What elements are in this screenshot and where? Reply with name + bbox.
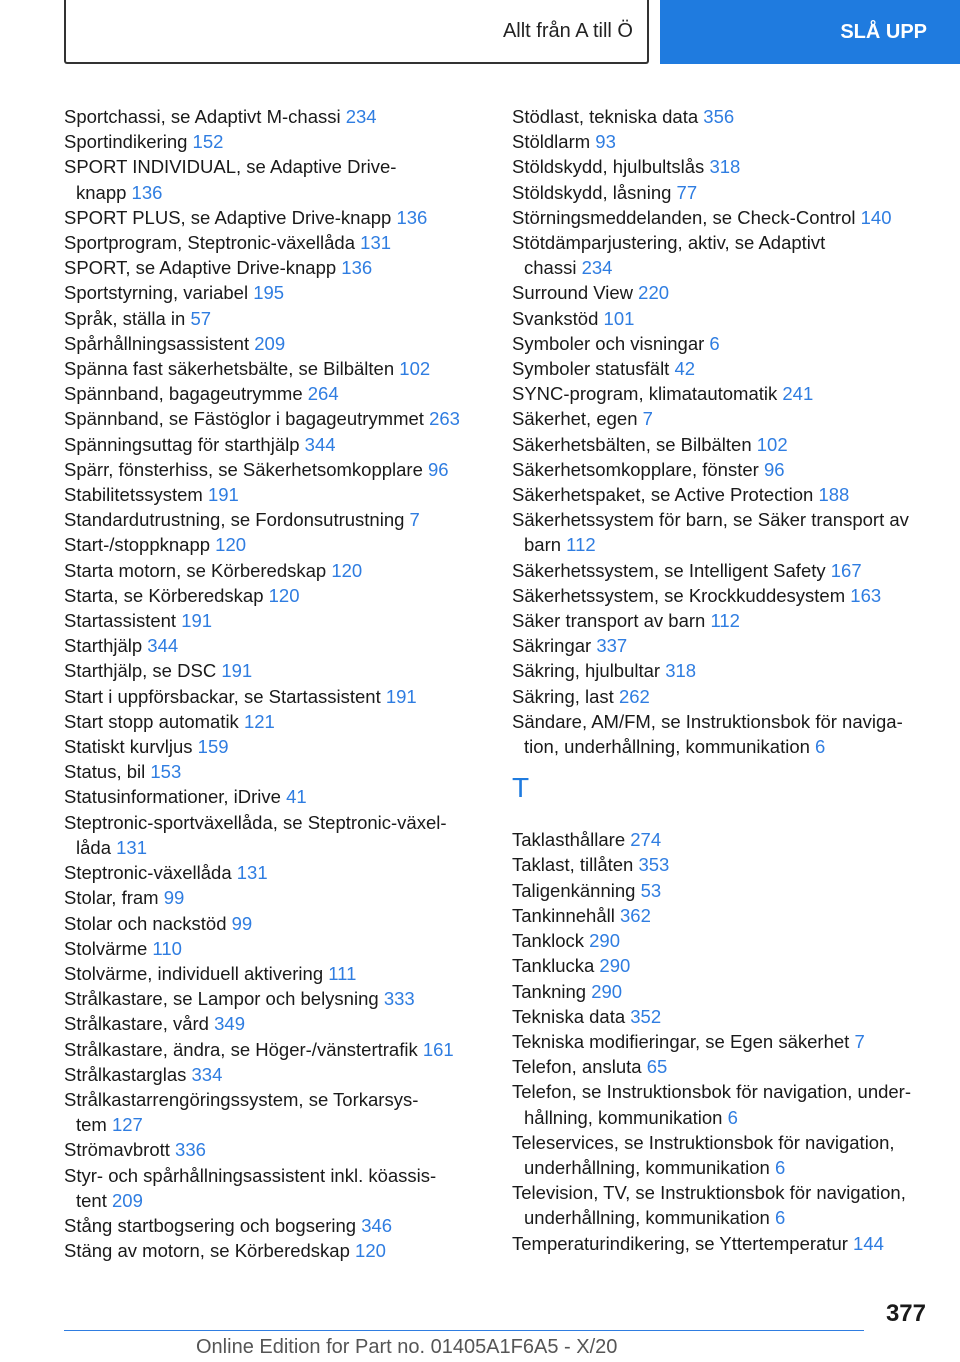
index-entry[interactable]: Strålkastare, vård 349 bbox=[64, 1013, 245, 1035]
index-entry[interactable]: Stödlast, tekniska data 356 bbox=[512, 106, 735, 127]
index-entry[interactable]: Stöldskydd, låsning 77 bbox=[512, 181, 698, 203]
index-entry[interactable]: Television, TV, se Instruktionsbok för navigation, underhållning, kommunikation 6 bbox=[512, 1182, 906, 1229]
index-entry[interactable]: Säkring, last 262 bbox=[512, 685, 650, 707]
index-entry[interactable]: Strålkastare, se Lampor och belysning 333 bbox=[64, 988, 415, 1010]
index-entry[interactable]: Tanklucka 290 bbox=[512, 955, 631, 977]
index-entry[interactable]: Starta motorn, se Körberedskap 120 bbox=[64, 559, 363, 581]
footer-divider bbox=[64, 1330, 864, 1331]
index-entry[interactable]: Symboler statusfält 42 bbox=[512, 358, 696, 380]
index-entry[interactable]: Start-/stoppknapp 120 bbox=[64, 534, 247, 556]
index-entry[interactable]: Svankstöd 101 bbox=[512, 307, 635, 329]
index-entry[interactable]: Styr- och spårhållningsassistent inkl. köassis- tent 209 bbox=[64, 1164, 437, 1211]
index-entry[interactable]: Stång startbogsering och bogsering 346 bbox=[64, 1214, 393, 1236]
index-entry[interactable]: Spärr, fönsterhiss, se Säkerhetsomkopplare 96 bbox=[64, 458, 449, 480]
index-entry[interactable]: Temperaturindikering, se Yttertemperatur 144 bbox=[512, 1232, 884, 1254]
index-entry[interactable]: SPORT, se Adaptive Drive-knapp 136 bbox=[64, 257, 373, 279]
index-entry[interactable]: Språk, ställa in 57 bbox=[64, 307, 212, 329]
index-entry[interactable]: Steptronic-sportväxellåda, se Steptronic-växel- låda 131 bbox=[64, 811, 447, 858]
page-number: 377 bbox=[885, 1300, 926, 1327]
index-entry[interactable]: Stolar och nackstöd 99 bbox=[64, 912, 253, 934]
index-entry[interactable]: Starthjälp, se DSC 191 bbox=[64, 660, 253, 682]
index-entry[interactable]: Stöldlarm 93 bbox=[512, 131, 616, 153]
index-entry[interactable]: Säkerhetspaket, se Active Protection 188 bbox=[512, 484, 850, 506]
index-column-left bbox=[64, 104, 514, 1263]
index-entry[interactable]: Standardutrustning, se Fordonsutrustning 7 bbox=[64, 509, 420, 531]
index-entry[interactable]: Stäng av motorn, se Körberedskap 120 bbox=[64, 1240, 386, 1262]
index-entry[interactable]: Tankinnehåll 362 bbox=[512, 904, 651, 926]
index-entry[interactable]: Störningsmeddelanden, se Check-Control 140 bbox=[512, 206, 892, 228]
index-entry[interactable]: Sportstyrning, variabel 195 bbox=[64, 282, 285, 304]
index-entry[interactable]: Spänna fast säkerhetsbälte, se Bilbälten 102 bbox=[64, 358, 431, 380]
index-entry[interactable]: Stolvärme 110 bbox=[64, 937, 182, 959]
index-entry[interactable]: Stötdämparjustering, aktiv, se Adaptivt chassi 234 bbox=[512, 232, 826, 279]
index-entry[interactable]: Status, bil 153 bbox=[64, 761, 182, 783]
index-entry[interactable]: SPORT INDIVIDUAL, se Adaptive Drive- knapp 136 bbox=[64, 156, 397, 203]
index-entry[interactable]: Telefon, ansluta 65 bbox=[512, 1056, 668, 1078]
index-entry[interactable]: Start i uppförsbackar, se Startassistent 191 bbox=[64, 685, 417, 707]
index-entry[interactable]: Spänningsuttag för starthjälp 344 bbox=[64, 433, 336, 455]
lookup-button-label: SLÅ UPP bbox=[840, 20, 927, 43]
index-entry[interactable]: Stolar, fram 99 bbox=[64, 887, 185, 909]
index-column-right bbox=[512, 104, 960, 1256]
index-entry[interactable]: Säkringar 337 bbox=[512, 635, 628, 657]
index-entry[interactable]: Säkring, hjulbultar 318 bbox=[512, 660, 697, 682]
index-entry[interactable]: Start stopp automatik 121 bbox=[64, 710, 275, 732]
footer-edition-text: Online Edition for Part no. 01405A1F6A5 - X/20 bbox=[196, 1336, 618, 1358]
lookup-button[interactable] bbox=[660, 0, 960, 64]
index-entry[interactable]: Taklasthållare 274 bbox=[512, 829, 662, 851]
index-entry[interactable]: Säkerhetssystem för barn, se Säker transport av barn 112 bbox=[512, 509, 909, 556]
index-entry[interactable]: Starta, se Körberedskap 120 bbox=[64, 584, 300, 606]
index-entry[interactable]: Telefon, se Instruktionsbok för navigation, under- hållning, kommunikation 6 bbox=[512, 1081, 912, 1128]
section-letter-t: T bbox=[512, 772, 530, 804]
index-entry[interactable]: SYNC-program, klimatautomatik 241 bbox=[512, 383, 814, 405]
index-entry[interactable]: Sändare, AM/FM, se Instruktionsbok för naviga- tion, underhållning, kommunikation 6 bbox=[512, 710, 903, 758]
index-entry[interactable]: Starthjälp 344 bbox=[64, 635, 179, 657]
index-entry[interactable]: Tekniska modifieringar, se Egen säkerhet 7 bbox=[512, 1030, 865, 1052]
index-entry[interactable]: Sportprogram, Steptronic-växellåda 131 bbox=[64, 232, 392, 254]
index-entry[interactable]: Sportchassi, se Adaptivt M-chassi 234 bbox=[64, 106, 377, 127]
index-entry[interactable]: Startassistent 191 bbox=[64, 610, 213, 632]
index-entry[interactable]: Spännband, bagageutrymme 264 bbox=[64, 383, 339, 405]
index-entry[interactable]: Stöldskydd, hjulbultslås 318 bbox=[512, 156, 741, 178]
index-entry[interactable]: Strömavbrott 336 bbox=[64, 1139, 206, 1161]
index-entry[interactable]: Spårhållningsassistent 209 bbox=[64, 332, 286, 354]
index-entry[interactable]: Spännband, se Fästöglor i bagageutrymmet 263 bbox=[64, 408, 460, 430]
index-entry[interactable]: Statiskt kurvljus 159 bbox=[64, 736, 229, 758]
index-entry[interactable]: Säkerhetsbälten, se Bilbälten 102 bbox=[512, 433, 788, 455]
index-entry[interactable]: SPORT PLUS, se Adaptive Drive-knapp 136 bbox=[64, 206, 428, 228]
index-entry[interactable]: Teleservices, se Instruktionsbok för navigation, underhållning, kommunikation 6 bbox=[512, 1131, 895, 1178]
index-entry[interactable]: Stolvärme, individuell aktivering 111 bbox=[64, 962, 357, 984]
header-title-tab[interactable] bbox=[64, 0, 649, 64]
index-entry[interactable]: Tankning 290 bbox=[512, 980, 623, 1002]
index-entry[interactable]: Strålkastare, ändra, se Höger-/vänstertrafik 161 bbox=[64, 1038, 454, 1060]
index-entry[interactable]: Säker transport av barn 112 bbox=[512, 610, 740, 632]
index-entry[interactable]: Surround View 220 bbox=[512, 282, 670, 304]
index-entry[interactable]: Säkerhet, egen 7 bbox=[512, 408, 653, 430]
index-entry[interactable]: Säkerhetssystem, se Intelligent Safety 167 bbox=[512, 559, 862, 581]
index-entry[interactable]: Symboler och visningar 6 bbox=[512, 332, 720, 354]
index-entry[interactable]: Steptronic-växellåda 131 bbox=[64, 862, 268, 884]
header-title: Allt från A till Ö bbox=[502, 19, 633, 42]
index-entry[interactable]: Säkerhetssystem, se Krockkuddesystem 163 bbox=[512, 584, 882, 606]
index-entry[interactable]: Sportindikering 152 bbox=[64, 131, 224, 153]
index-entry[interactable]: Tanklock 290 bbox=[512, 930, 620, 952]
index-entry[interactable]: Taklast, tillåten 353 bbox=[512, 854, 670, 876]
index-entry[interactable]: Taligenkänning 53 bbox=[512, 879, 662, 901]
index-entry[interactable]: Stabilitetssystem 191 bbox=[64, 484, 239, 506]
index-entry[interactable]: Strålkastarglas 334 bbox=[64, 1063, 223, 1085]
index-entry[interactable]: Säkerhetsomkopplare, fönster 96 bbox=[512, 458, 785, 480]
index-entry[interactable]: Statusinformationer, iDrive 41 bbox=[64, 786, 307, 808]
index-entry[interactable]: Tekniska data 352 bbox=[512, 1005, 662, 1027]
index-entry[interactable]: Strålkastarrengöringssystem, se Torkarsys- tem 127 bbox=[64, 1088, 419, 1136]
